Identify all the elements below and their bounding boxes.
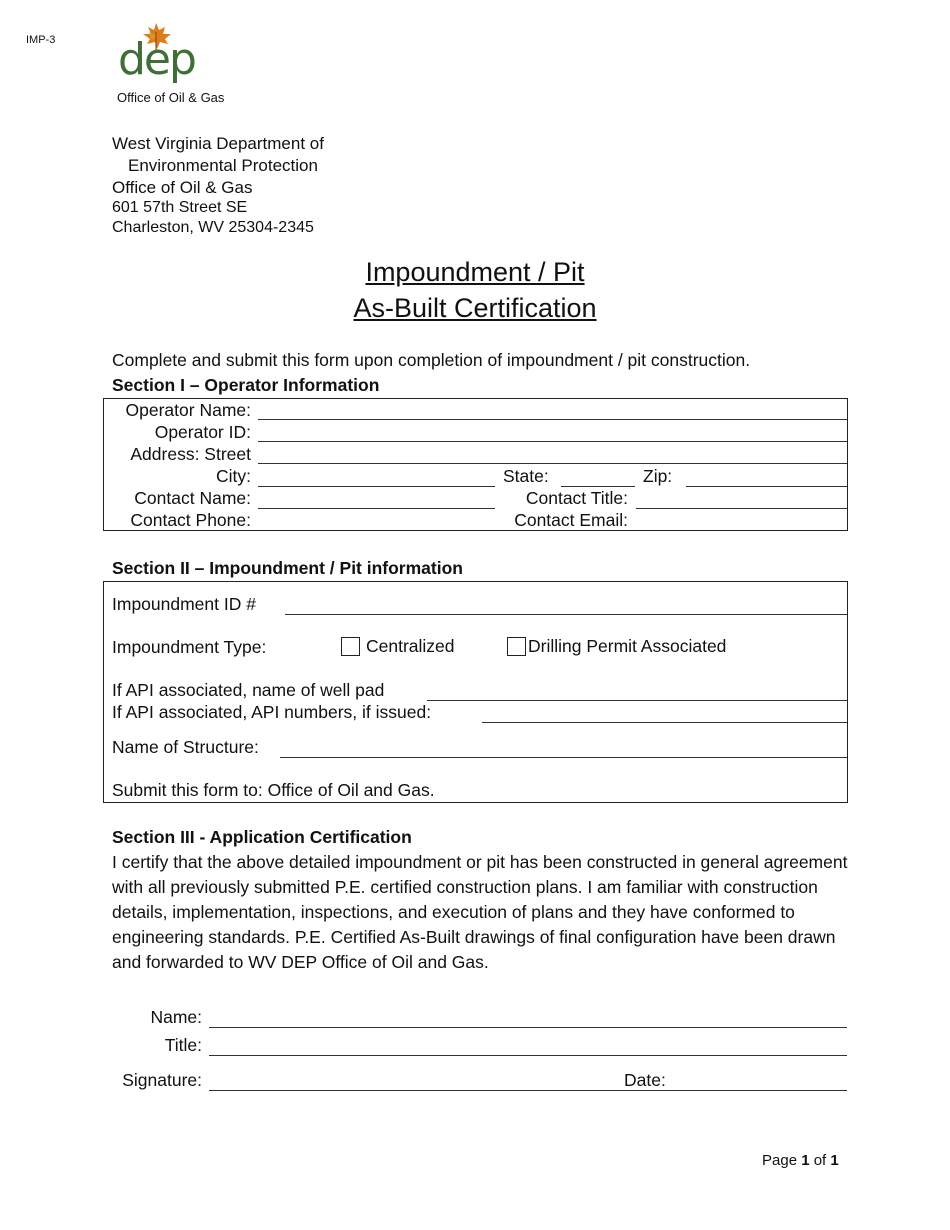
impoundment-id-field[interactable] xyxy=(285,614,847,615)
submit-to-text: Submit this form to: Office of Oil and Gas. xyxy=(112,780,435,800)
signer-title-field[interactable] xyxy=(209,1055,847,1056)
city-label: City: xyxy=(216,466,251,486)
certification-paragraph: I certify that the above detailed impoundment or pit has been constructed in general agreement with all previously submitted P.E. certified construction plans. I am familiar with construction details, implementation, inspections, and execution of plans and they have conformed to engineering standards. P.E. Certified As-Built drawings of final configuration have been drawn and forwarded to WV DEP Office of Oil and Gas. xyxy=(112,852,848,972)
contact-title-label: Contact Title: xyxy=(525,488,628,508)
page-title-line-1: Impoundment / Pit xyxy=(365,257,585,287)
operator-name-label: Operator Name: xyxy=(125,400,251,420)
contact-email-label: Contact Email: xyxy=(514,510,628,530)
address-line-3: Office of Oil & Gas xyxy=(112,178,253,197)
dep-logo: dep xyxy=(118,34,195,85)
form-code: IMP-3 xyxy=(26,34,56,46)
signer-name-label: Name: xyxy=(150,1007,202,1027)
structure-name-label: Name of Structure: xyxy=(112,737,259,757)
structure-name-field[interactable] xyxy=(280,757,847,758)
signature-label: Signature: xyxy=(122,1070,202,1090)
zip-label: Zip: xyxy=(643,466,673,486)
logo-subtitle: Office of Oil & Gas xyxy=(117,90,225,105)
zip-field[interactable] xyxy=(686,486,847,487)
signer-title-label: Title: xyxy=(164,1035,202,1055)
page-title-line-2: As-Built Certification xyxy=(353,293,597,323)
contact-name-label: Contact Name: xyxy=(134,488,251,508)
address-line-1: West Virginia Department of xyxy=(112,134,324,153)
address-street-field[interactable] xyxy=(258,463,847,464)
signature-date-field[interactable] xyxy=(209,1090,847,1091)
api-well-pad-field[interactable] xyxy=(427,700,847,701)
centralized-checkbox[interactable] xyxy=(341,637,360,656)
section-2-heading: Section II – Impoundment / Pit information xyxy=(112,558,463,578)
intro-text: Complete and submit this form upon completion of impoundment / pit construction. xyxy=(112,350,751,370)
contact-phone-label: Contact Phone: xyxy=(130,510,251,530)
address-line-4: 601 57th Street SE xyxy=(112,199,248,216)
state-label: State: xyxy=(503,466,549,486)
drilling-permit-checkbox[interactable] xyxy=(507,637,526,656)
operator-name-field[interactable] xyxy=(258,419,847,420)
api-numbers-label: If API associated, API numbers, if issued: xyxy=(112,702,432,722)
address-line-2: Environmental Protection xyxy=(128,156,318,175)
impoundment-type-label: Impoundment Type: xyxy=(112,637,267,657)
api-well-pad-label: If API associated, name of well pad xyxy=(112,680,385,700)
contact-title-field[interactable] xyxy=(636,508,847,509)
section-1-heading: Section I – Operator Information xyxy=(112,375,380,395)
page-number: Page 1 of 1 xyxy=(762,1152,839,1169)
api-numbers-field[interactable] xyxy=(482,722,847,723)
contact-name-field[interactable] xyxy=(258,508,495,509)
date-label: Date: xyxy=(624,1070,666,1090)
operator-id-field[interactable] xyxy=(258,441,847,442)
impoundment-id-label: Impoundment ID # xyxy=(112,594,256,614)
section-3-heading: Section III - Application Certification xyxy=(112,827,412,847)
address-line-5: Charleston, WV 25304-2345 xyxy=(112,219,314,236)
signer-name-field[interactable] xyxy=(209,1027,847,1028)
state-field[interactable] xyxy=(561,486,635,487)
drilling-permit-label: Drilling Permit Associated xyxy=(528,636,727,656)
address-street-label: Address: Street xyxy=(130,444,251,464)
operator-id-label: Operator ID: xyxy=(154,422,251,442)
city-field[interactable] xyxy=(258,486,495,487)
centralized-label: Centralized xyxy=(366,636,455,656)
